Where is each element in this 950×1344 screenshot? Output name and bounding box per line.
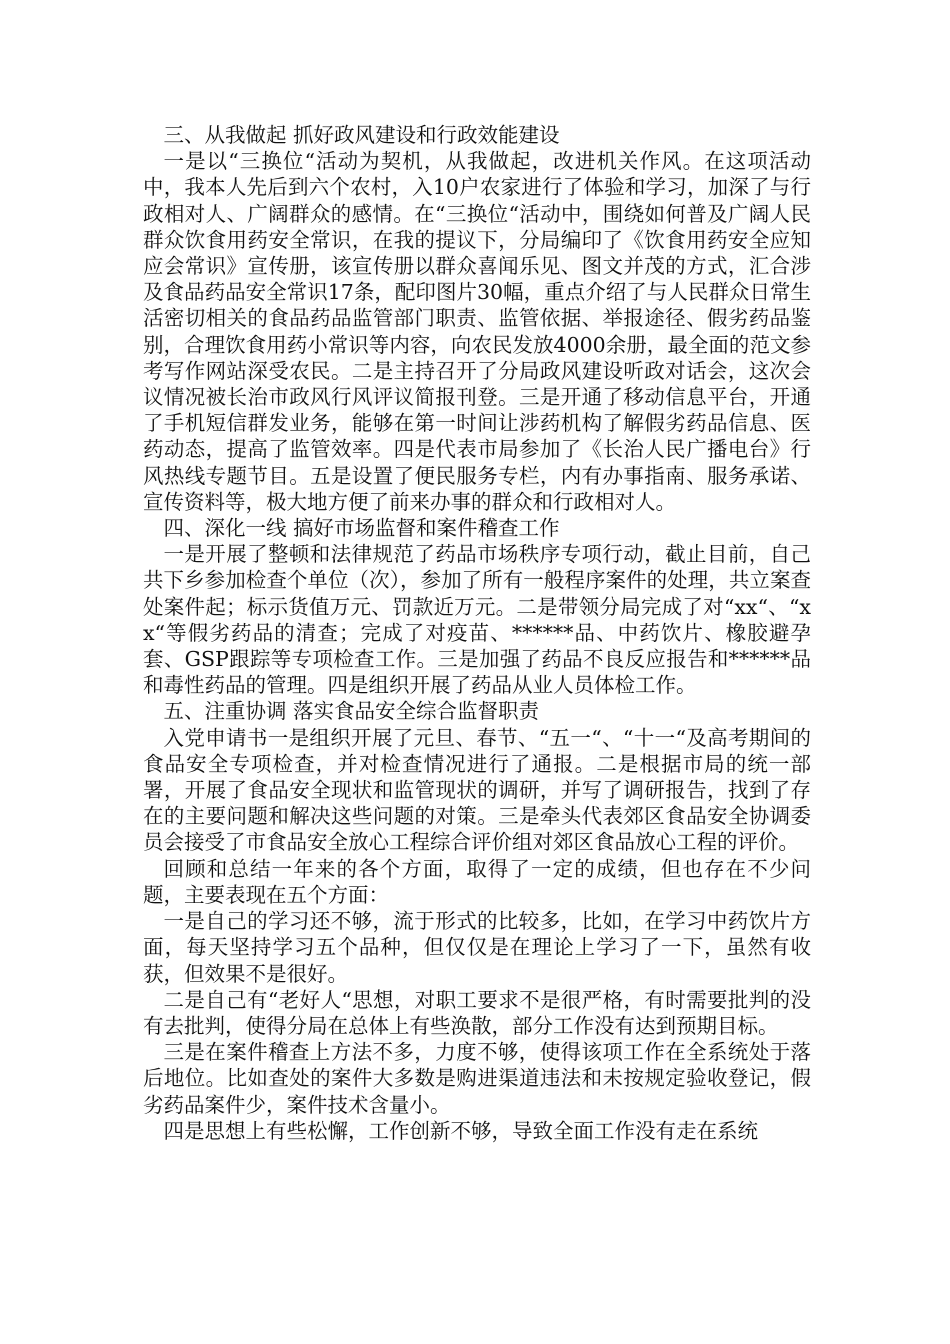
paragraph: 入党申请书一是组织开展了元旦、春节、“五一“、“十一“及高考期间的食品安全专项检查，并对检查情况进行了通报。二是根据市局的统一部署，开展了食品安全现状和监管现状的调研，并写了调研报告，找到了存在的主要问题和解决这些问题的对策。三是牵头代表郊区食品安全协调委员会接受了市食品安全放心工程综合评价组对郊区食品放心工程的评价。 — [143, 725, 811, 855]
section-heading-3: 三、从我做起 抓好政风建设和行政效能建设 — [163, 123, 560, 147]
paragraph: 一是自己的学习还不够，流于形式的比较多，比如，在学习中药饮片方面，每天坚持学习五个品种，但仅仅是在理论上学习了一下，虽然有收获，但效果不是很好。 — [143, 909, 811, 986]
document-body — [143, 122, 811, 1144]
paragraph: 一是开展了整顿和法律规范了药品市场秩序专项行动，截止目前，自己共下乡参加检查个单位（次），参加了所有一般程序案件的处理，共立案查处案件起；标示货值万元、罚款近万元。二是带领分局完成了对“xx“、“xx“等假劣药品的清查；完成了对疫苗、******品、中药饮片、橡胶避孕套、GSP跟踪等专项检查工作。三是加强了药品不良反应报告和******品和毒性药品的管理。四是组织开展了药品从业人员体检工作。 — [143, 542, 811, 698]
section-heading-4: 四、深化一线 搞好市场监督和案件稽查工作 — [163, 516, 560, 541]
paragraph: 回顾和总结一年来的各个方面，取得了一定的成绩，但也存在不少问题，主要表现在五个方面： — [143, 856, 811, 907]
paragraph: 四是思想上有些松懈，工作创新不够，导致全面工作没有走在系统 — [163, 1118, 758, 1143]
paragraph: 三是在案件稽查上方法不多，力度不够，使得该项工作在全系统处于落后地位。比如查处的案件大多数是购进渠道违法和未按规定验收登记，假劣药品案件少，案件技术含量小。 — [143, 1040, 811, 1117]
section-heading-5: 五、注重协调 落实食品安全综合监督职责 — [163, 699, 540, 724]
paragraph: 二是自己有“老好人“思想，对职工要求不是很严格，有时需要批判的没有去批判，使得分局在总体上有些涣散，部分工作没有达到预期目标。 — [143, 987, 811, 1038]
paragraph: 一是以“三换位“活动为契机，从我做起，改进机关作风。在这项活动中，我本人先后到六个农村，入10户农家进行了体验和学习，加深了与行政相对人、广阔群众的感情。在“三换位“活动中，围绕如何普及广阔人民群众饮食用药安全常识，在我的提议下，分局编印了《饮食用药安全应知应会常识》宣传册，该宣传册以群众喜闻乐见、图文并茂的方式，汇合涉及食品药品安全常识17条，配印图片30幅，重点介绍了与人民群众日常生活密切相关的食品药品监管部门职责、监管依据、举报途径、假劣药品鉴别，合理饮食用药小常识等内容，向农民发放4000余册，最全面的范文参考写作网站深受农民。二是主持召开了分局政风建设听政对话会，这次会议情况被长治市政风行风评议简报刊登。三是开通了移动信息平台，开通了手机短信群发业务，能够在第一时间让涉药机构了解假劣药品信息、医药动态，提高了监管效率。四是代表市局参加了《长治人民广播电台》行风热线专题节目。五是设置了便民服务专栏，内有办事指南、服务承诺、宣传资料等，极大地方便了前来办事的群众和行政相对人。 — [143, 149, 811, 514]
